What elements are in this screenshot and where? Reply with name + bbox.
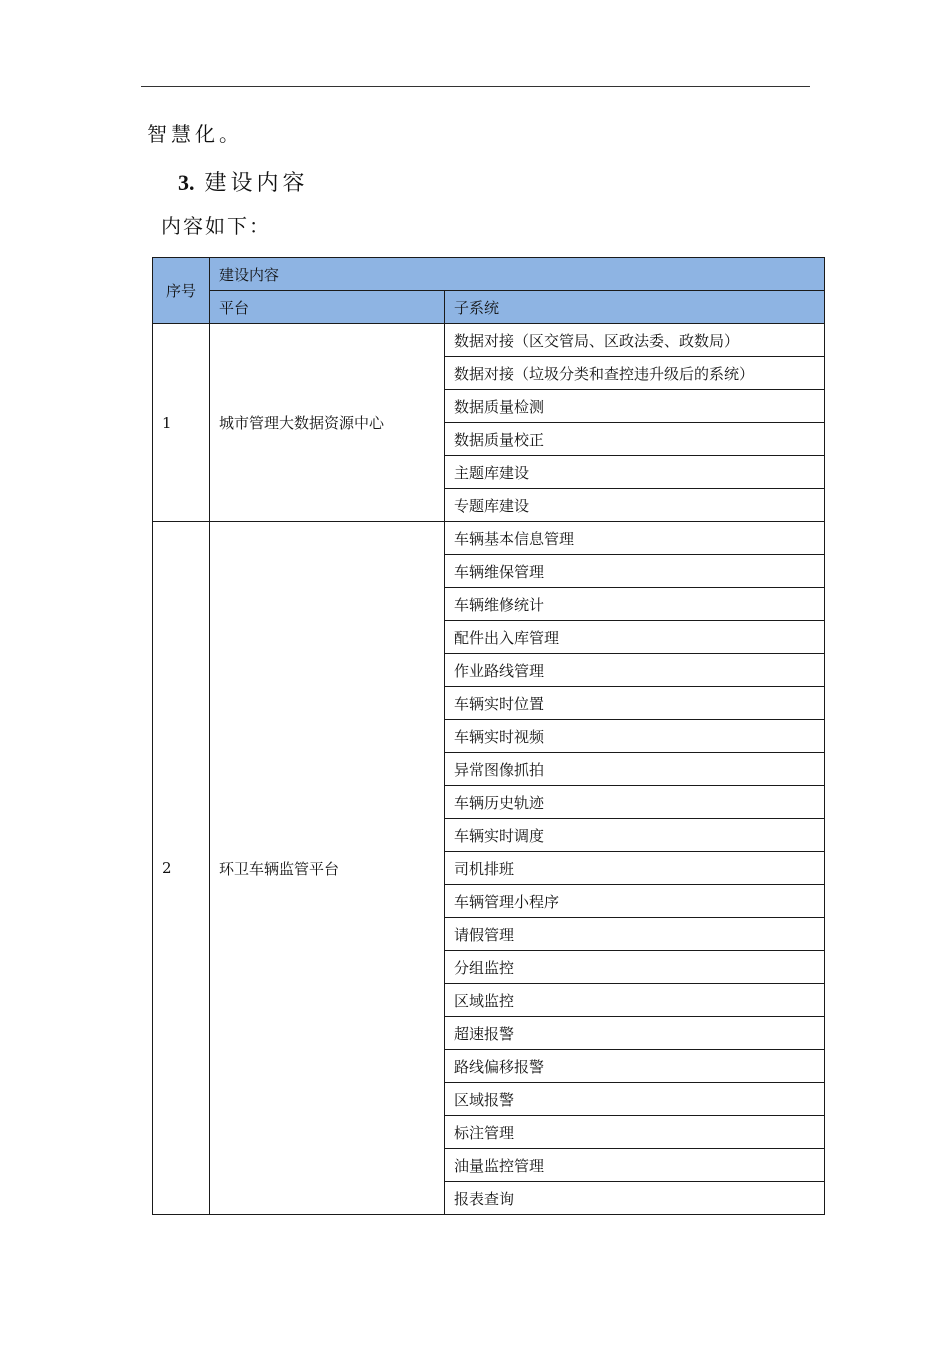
- row-number: 1: [153, 324, 210, 522]
- subsystem-cell: 车辆实时位置: [445, 687, 825, 720]
- subsystem-cell: 车辆实时调度: [445, 819, 825, 852]
- subsystem-cell: 数据对接（垃圾分类和查控违升级后的系统）: [445, 357, 825, 390]
- header-subsystem: 子系统: [445, 291, 825, 324]
- subsystem-cell: 区域报警: [445, 1083, 825, 1116]
- subsystem-cell: 路线偏移报警: [445, 1050, 825, 1083]
- construction-content-table: [152, 257, 825, 1215]
- table-subheader-row: [153, 291, 825, 324]
- header-platform: 平台: [210, 291, 445, 324]
- row-number: 2: [153, 522, 210, 1215]
- subsystem-cell: 超速报警: [445, 1017, 825, 1050]
- platform-cell: 城市管理大数据资源中心: [210, 324, 445, 522]
- subsystem-cell: 数据对接（区交管局、区政法委、政数局）: [445, 324, 825, 357]
- intro-text: 内容如下：: [161, 214, 271, 238]
- subsystem-cell: 报表查询: [445, 1182, 825, 1215]
- table-header-row: [153, 258, 825, 291]
- section-number: 3.: [178, 170, 195, 195]
- subsystem-cell: 车辆历史轨迹: [445, 786, 825, 819]
- subsystem-cell: 油量监控管理: [445, 1149, 825, 1182]
- subsystem-cell: 车辆管理小程序: [445, 885, 825, 918]
- subsystem-cell: 异常图像抓拍: [445, 753, 825, 786]
- subsystem-cell: 标注管理: [445, 1116, 825, 1149]
- subsystem-cell: 主题库建设: [445, 456, 825, 489]
- subsystem-cell: 区域监控: [445, 984, 825, 1017]
- header-no: 序号: [153, 258, 210, 324]
- header-group: 建设内容: [210, 258, 825, 291]
- subsystem-cell: 数据质量校正: [445, 423, 825, 456]
- subsystem-cell: 配件出入库管理: [445, 621, 825, 654]
- subsystem-cell: 车辆维保管理: [445, 555, 825, 588]
- subsystem-cell: 数据质量检测: [445, 390, 825, 423]
- platform-cell: 环卫车辆监管平台: [210, 522, 445, 1215]
- continued-text: 智慧化。: [147, 122, 243, 146]
- section-title: 建设内容: [204, 171, 309, 196]
- table-row: [153, 522, 825, 555]
- table-row: [153, 324, 825, 357]
- subsystem-cell: 车辆维修统计: [445, 588, 825, 621]
- subsystem-cell: 分组监控: [445, 951, 825, 984]
- subsystem-cell: 车辆基本信息管理: [445, 522, 825, 555]
- subsystem-cell: 作业路线管理: [445, 654, 825, 687]
- subsystem-cell: 车辆实时视频: [445, 720, 825, 753]
- subsystem-cell: 请假管理: [445, 918, 825, 951]
- header-rule: [141, 86, 810, 87]
- section-heading: [178, 167, 309, 200]
- subsystem-cell: 司机排班: [445, 852, 825, 885]
- subsystem-cell: 专题库建设: [445, 489, 825, 522]
